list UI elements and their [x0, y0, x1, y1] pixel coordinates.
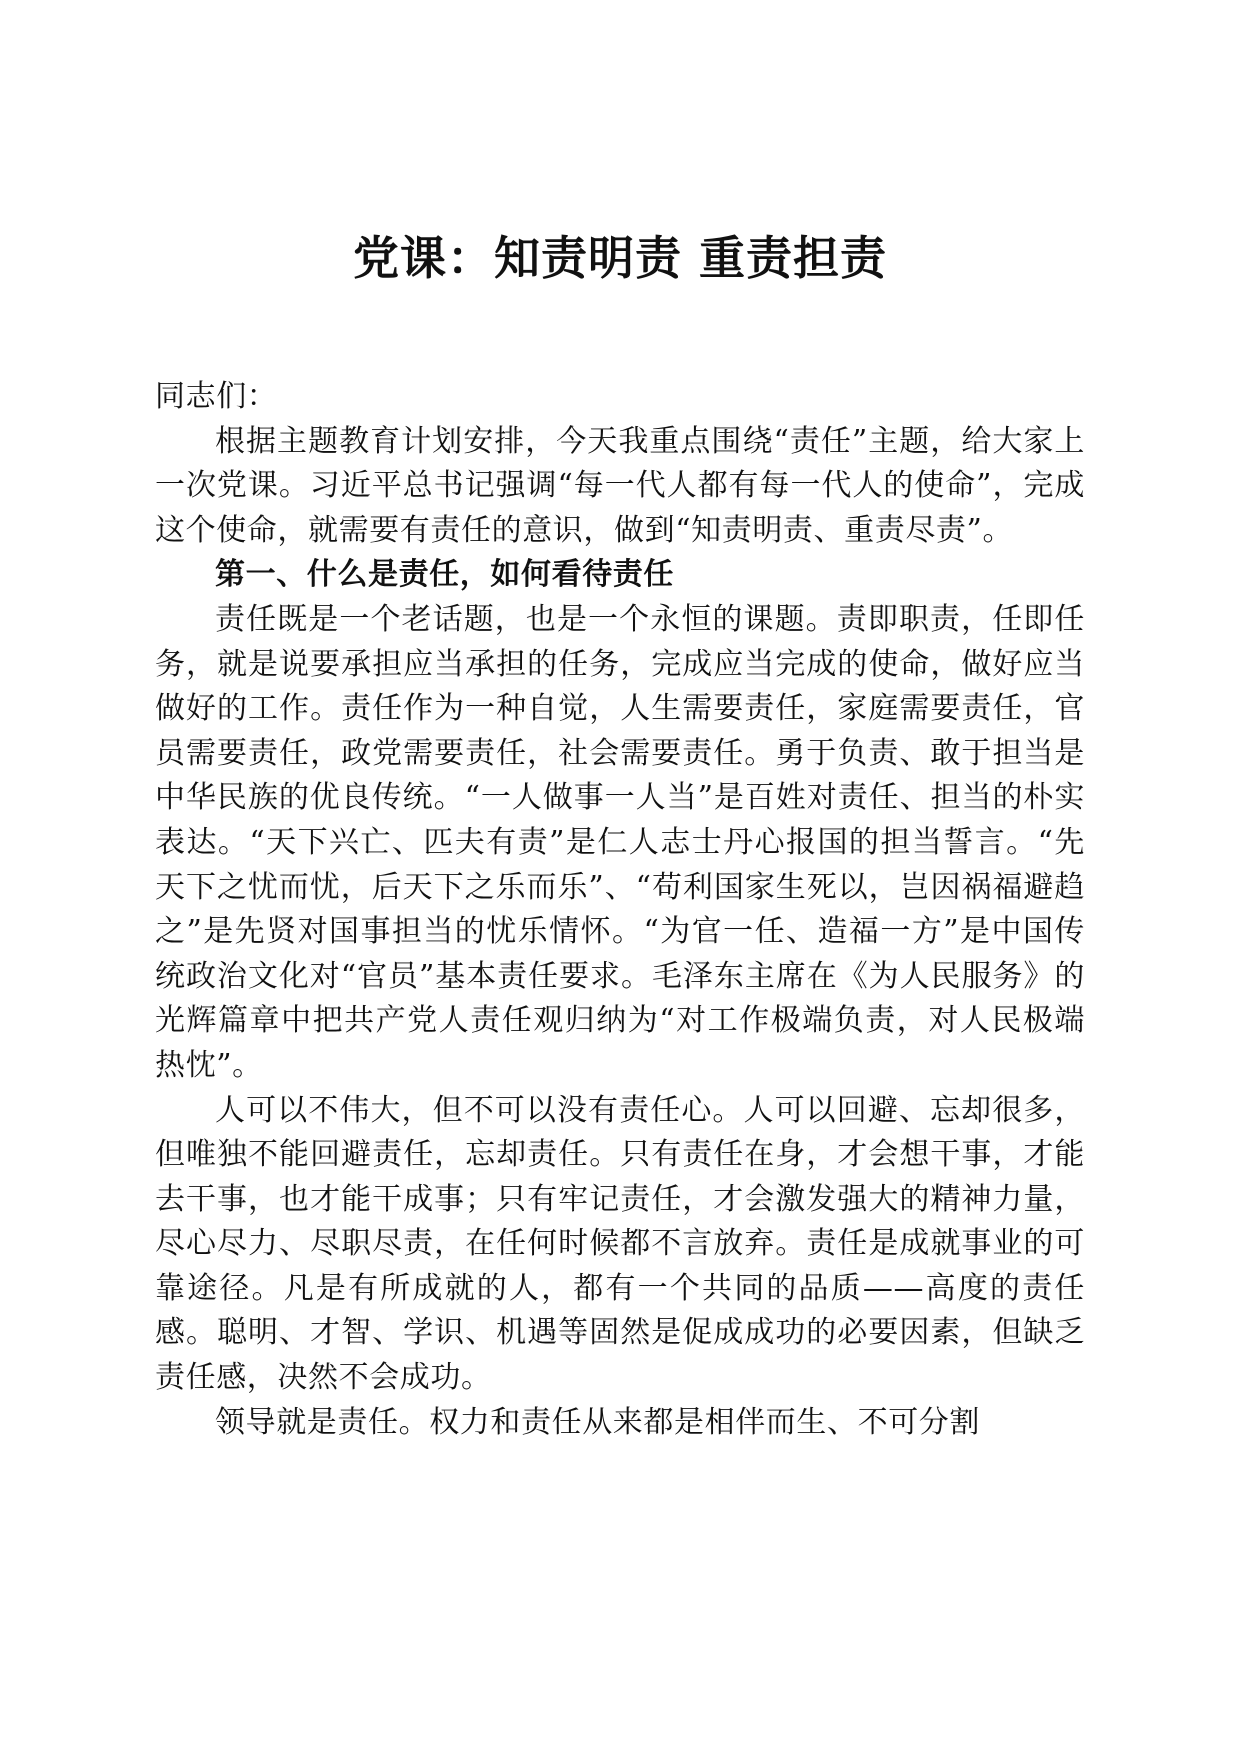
paragraph-responsibility-mind: 人可以不伟大，但不可以没有责任心。人可以回避、忘却很多，但唯独不能回避责任，忘却责任。只有责任在身，才会想干事，才能去干事，也才能干成事；只有牢记责任，才会激发强大的精神力量，尽心尽力、尽职尽责，在任何时候都不言放弃。责任是成就事业的可靠途径。凡是有所成就的人，都有一个共同的品质——高度的责任感。聪明、才智、学识、机遇等固然是促成成功的必要因素，但缺乏责任感，决然不会成功。 [155, 1092, 1085, 1396]
paragraph-responsibility-definition: 责任既是一个老话题，也是一个永恒的课题。责即职责，任即任务，就是说要承担应当承担的任务，完成应当完成的使命，做好应当做好的工作。责任作为一种自觉，人生需要责任，家庭需要责任，官员需要责任，政党需要责任，社会需要责任。勇于负责、敢于担当是中华民族的优良传统。“一人做事一人当”是百姓对责任、担当的朴实表达。“天下兴亡、匹夫有责”是仁人志士丹心报国的担当誓言。“先天下之忧而忧，后天下之乐而乐”、“苟利国家生死以，岂因祸福避趋之”是先贤对国事担当的忧乐情怀。“为官一任、造福一方”是中国传统政治文化对“官员”基本责任要求。毛泽东主席在《为人民服务》的光辉篇章中把共产党人责任观归纳为“对工作极端负责，对人民极端热忱”。 [155, 601, 1085, 1083]
paragraph-intro: 根据主题教育计划安排，今天我重点围绕“责任”主题，给大家上一次党课。习近平总书记强调“每一代人都有每一代人的使命”，完成这个使命，就需要有责任的意识，做到“知责明责、重责尽责”。 [155, 423, 1085, 548]
paragraph-leadership: 领导就是责任。权力和责任从来都是相伴而生、不可分割 [215, 1404, 980, 1440]
section-heading-1: 第一、什么是责任，如何看待责任 [215, 557, 674, 593]
document-body [155, 375, 1085, 1445]
page-title: 党课：知责明责 重责担责 [352, 231, 887, 285]
greeting: 同志们： [155, 379, 278, 414]
